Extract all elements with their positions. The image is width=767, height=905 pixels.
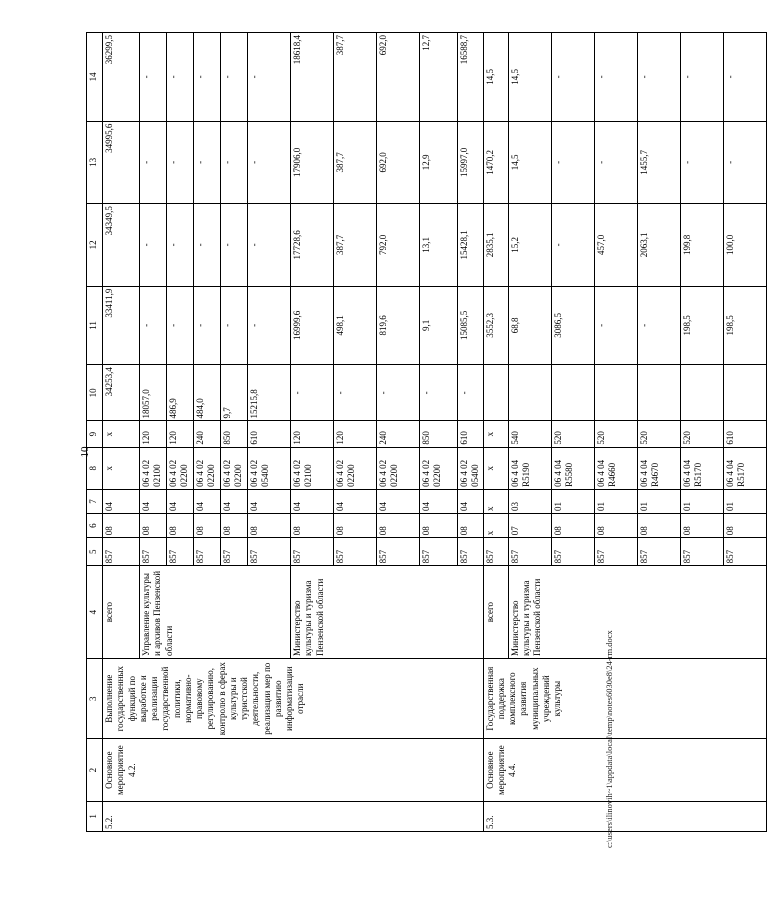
csr-cell: x xyxy=(103,447,140,489)
value-cell: - xyxy=(458,365,484,421)
rz-cell: 08 xyxy=(140,514,167,538)
header-cell: 9 xyxy=(87,421,103,447)
value-cell: 34995,6 xyxy=(103,121,140,204)
header-cell: 1 xyxy=(87,801,103,831)
rotated-page xyxy=(86,32,746,832)
value-cell: 692,0 xyxy=(377,33,420,122)
vr-cell: x xyxy=(483,421,508,447)
value-cell: 387,7 xyxy=(334,121,377,204)
value-cell: - xyxy=(221,33,248,122)
value-cell: - xyxy=(221,204,248,287)
rz-cell: 08 xyxy=(594,514,637,538)
csr-cell: 06 4 04 R4660 xyxy=(594,447,637,489)
value-cell: 15,2 xyxy=(508,204,551,287)
value-cell: - xyxy=(680,33,723,122)
value-cell: 17906,0 xyxy=(291,121,334,204)
value-cell: 198,5 xyxy=(723,286,766,364)
vr-cell: 610 xyxy=(723,421,766,447)
value-cell: 1470,2 xyxy=(483,121,508,204)
value-cell: 199,8 xyxy=(680,204,723,287)
csr-cell: 06 4 02 02100 xyxy=(291,447,334,489)
value-cell: - xyxy=(140,33,167,122)
value-cell: 34349,5 xyxy=(103,204,140,287)
grbs-cell: 857 xyxy=(140,538,167,566)
rz-cell: 08 xyxy=(637,514,680,538)
rz-cell: 08 xyxy=(103,514,140,538)
header-cell: 8 xyxy=(87,447,103,489)
pr-cell: 01 xyxy=(551,489,594,513)
grbs-cell: 857 xyxy=(167,538,194,566)
pr-cell: 04 xyxy=(140,489,167,513)
value-cell: - xyxy=(637,33,680,122)
csr-cell: 06 4 04 R5170 xyxy=(680,447,723,489)
value-cell: - xyxy=(723,33,766,122)
event-name: Основное мероприятие 4.4. xyxy=(483,739,766,801)
grbs-cell: 857 xyxy=(723,538,766,566)
csr-cell: 06 4 02 02100 xyxy=(140,447,167,489)
pr-cell: x xyxy=(483,489,508,513)
value-cell: 819,6 xyxy=(377,286,420,364)
vr-cell: 520 xyxy=(594,421,637,447)
value-cell: - xyxy=(334,365,377,421)
event-description: Государственная поддержка комплексного развития муниципальных учреждений культуры xyxy=(483,658,766,739)
header-cell: 13 xyxy=(87,121,103,204)
header-cell: 12 xyxy=(87,204,103,287)
pr-cell: 04 xyxy=(377,489,420,513)
value-cell: 13,1 xyxy=(420,204,458,287)
value-cell: 14,5 xyxy=(508,121,551,204)
event-name: Основное мероприятие 4.2. xyxy=(103,739,484,801)
table-row xyxy=(103,33,140,832)
value-cell: - xyxy=(551,204,594,287)
pr-cell: 01 xyxy=(637,489,680,513)
value-cell: - xyxy=(167,204,194,287)
grbs-cell: 857 xyxy=(508,538,551,566)
rz-cell: 08 xyxy=(551,514,594,538)
csr-cell: 06 4 02 02200 xyxy=(194,447,221,489)
rz-cell: 08 xyxy=(723,514,766,538)
table-row xyxy=(483,33,508,832)
header-cell: 7 xyxy=(87,489,103,513)
value-cell: 692,0 xyxy=(377,121,420,204)
value-cell: 457,0 xyxy=(594,204,637,287)
value-cell: 486,9 xyxy=(167,365,194,421)
event-description: Выполнение государственных функций по выработке и реализации государственной политики, нормативно-правовому регулированию, контролю в сферах культуры и туристской деятельности, реализации мер по развитию информатизации отрасли xyxy=(103,658,484,739)
value-cell: 9,7 xyxy=(221,365,248,421)
value-cell: 14,5 xyxy=(483,33,508,122)
grbs-cell: 857 xyxy=(334,538,377,566)
csr-cell: 06 4 02 02200 xyxy=(420,447,458,489)
pr-cell: 04 xyxy=(334,489,377,513)
grbs-cell: 857 xyxy=(103,538,140,566)
value-cell: - xyxy=(594,286,637,364)
value-cell: - xyxy=(551,121,594,204)
value-cell: 16588,7 xyxy=(458,33,484,122)
value-cell: - xyxy=(167,286,194,364)
value-cell: 33411,9 xyxy=(103,286,140,364)
value-cell: - xyxy=(551,33,594,122)
vr-cell: 850 xyxy=(420,421,458,447)
value-cell: - xyxy=(194,121,221,204)
rz-cell: 08 xyxy=(458,514,484,538)
value-cell: 15428,1 xyxy=(458,204,484,287)
grbs-cell: 857 xyxy=(221,538,248,566)
value-cell: 1455,7 xyxy=(637,121,680,204)
value-cell: 15997,0 xyxy=(458,121,484,204)
csr-cell: 06 4 02 02200 xyxy=(167,447,194,489)
vr-cell: 120 xyxy=(334,421,377,447)
vr-cell: x xyxy=(103,421,140,447)
csr-cell: 06 4 04 R5190 xyxy=(508,447,551,489)
value-cell: - xyxy=(248,286,291,364)
value-cell: 18618,4 xyxy=(291,33,334,122)
pr-cell: 03 xyxy=(508,489,551,513)
value-cell xyxy=(637,365,680,421)
value-cell: - xyxy=(594,33,637,122)
value-cell: - xyxy=(167,121,194,204)
rz-cell: 08 xyxy=(377,514,420,538)
rz-cell: 08 xyxy=(248,514,291,538)
header-cell: 6 xyxy=(87,514,103,538)
csr-cell: 06 4 02 05400 xyxy=(248,447,291,489)
value-cell: 68,8 xyxy=(508,286,551,364)
rz-cell: 07 xyxy=(508,514,551,538)
value-cell: - xyxy=(680,121,723,204)
pr-cell: 04 xyxy=(420,489,458,513)
header-row xyxy=(87,33,103,832)
value-cell: 100,0 xyxy=(723,204,766,287)
grbs-cell: 857 xyxy=(680,538,723,566)
value-cell: 792,0 xyxy=(377,204,420,287)
value-cell: 17728,6 xyxy=(291,204,334,287)
vr-cell: 120 xyxy=(140,421,167,447)
file-path-footer: c:\users\ilinovih~1\appdata\local\temp\notes6030e8\24-rm.docx xyxy=(604,630,614,848)
csr-cell: 06 4 02 02200 xyxy=(334,447,377,489)
header-cell: 3 xyxy=(87,658,103,739)
vr-cell: 240 xyxy=(194,421,221,447)
rz-cell: 08 xyxy=(334,514,377,538)
vr-cell: 120 xyxy=(291,421,334,447)
csr-cell: x xyxy=(483,447,508,489)
value-cell: 498,1 xyxy=(334,286,377,364)
page-number: 10 xyxy=(79,446,91,458)
row-number: 5.3. xyxy=(483,801,766,831)
value-cell: 484,0 xyxy=(194,365,221,421)
pr-cell: 04 xyxy=(291,489,334,513)
grbs-cell: 857 xyxy=(551,538,594,566)
header-cell: 5 xyxy=(87,538,103,566)
pr-cell: 04 xyxy=(248,489,291,513)
csr-cell: 06 4 04 R5580 xyxy=(551,447,594,489)
rz-cell: 08 xyxy=(167,514,194,538)
value-cell: - xyxy=(194,33,221,122)
value-cell: 387,7 xyxy=(334,33,377,122)
value-cell: - xyxy=(221,121,248,204)
value-cell: - xyxy=(723,121,766,204)
value-cell: - xyxy=(248,121,291,204)
grbs-cell: 857 xyxy=(637,538,680,566)
vr-cell: 120 xyxy=(167,421,194,447)
rz-cell: 08 xyxy=(194,514,221,538)
header-cell: 11 xyxy=(87,286,103,364)
value-cell: 16999,6 xyxy=(291,286,334,364)
value-cell: - xyxy=(140,121,167,204)
executor-cell: всего xyxy=(483,566,508,659)
pr-cell: 01 xyxy=(723,489,766,513)
rz-cell: x xyxy=(483,514,508,538)
value-cell xyxy=(483,365,508,421)
value-cell: - xyxy=(248,33,291,122)
rz-cell: 08 xyxy=(221,514,248,538)
grbs-cell: 857 xyxy=(483,538,508,566)
pr-cell: 04 xyxy=(103,489,140,513)
value-cell: - xyxy=(594,121,637,204)
csr-cell: 06 4 04 R5170 xyxy=(723,447,766,489)
grbs-cell: 857 xyxy=(594,538,637,566)
value-cell: 12,9 xyxy=(420,121,458,204)
value-cell: 9,1 xyxy=(420,286,458,364)
value-cell xyxy=(594,365,637,421)
csr-cell: 06 4 02 05400 xyxy=(458,447,484,489)
grbs-cell: 857 xyxy=(248,538,291,566)
vr-cell: 540 xyxy=(508,421,551,447)
pr-cell: 04 xyxy=(458,489,484,513)
grbs-cell: 857 xyxy=(194,538,221,566)
executor-cell: Министерство культуры и туризма Пензенской области xyxy=(508,566,766,659)
budget-table xyxy=(86,32,767,832)
header-cell: 2 xyxy=(87,739,103,801)
value-cell: 3552,3 xyxy=(483,286,508,364)
csr-cell: 06 4 02 02200 xyxy=(221,447,248,489)
value-cell: - xyxy=(194,204,221,287)
vr-cell: 520 xyxy=(551,421,594,447)
value-cell: 198,5 xyxy=(680,286,723,364)
value-cell: 34253,4 xyxy=(103,365,140,421)
header-cell: 10 xyxy=(87,365,103,421)
value-cell: 18057,0 xyxy=(140,365,167,421)
value-cell: - xyxy=(194,286,221,364)
value-cell: - xyxy=(420,365,458,421)
value-cell: - xyxy=(291,365,334,421)
executor-cell: всего xyxy=(103,566,140,659)
rz-cell: 08 xyxy=(291,514,334,538)
pr-cell: 04 xyxy=(167,489,194,513)
value-cell: - xyxy=(221,286,248,364)
value-cell: - xyxy=(140,204,167,287)
executor-cell: Управление культуры и архивов Пензенской области xyxy=(140,566,291,659)
value-cell: 15085,5 xyxy=(458,286,484,364)
grbs-cell: 857 xyxy=(377,538,420,566)
header-cell: 14 xyxy=(87,33,103,122)
rz-cell: 08 xyxy=(680,514,723,538)
vr-cell: 240 xyxy=(377,421,420,447)
rz-cell: 08 xyxy=(420,514,458,538)
pr-cell: 04 xyxy=(194,489,221,513)
vr-cell: 850 xyxy=(221,421,248,447)
vr-cell: 610 xyxy=(248,421,291,447)
value-cell: 12,7 xyxy=(420,33,458,122)
value-cell: - xyxy=(167,33,194,122)
vr-cell: 520 xyxy=(680,421,723,447)
value-cell: 2063,1 xyxy=(637,204,680,287)
csr-cell: 06 4 02 02200 xyxy=(377,447,420,489)
pr-cell: 01 xyxy=(594,489,637,513)
header-cell: 4 xyxy=(87,566,103,659)
grbs-cell: 857 xyxy=(420,538,458,566)
value-cell: - xyxy=(377,365,420,421)
row-number: 5.2. xyxy=(103,801,484,831)
value-cell: - xyxy=(637,286,680,364)
value-cell: 14,5 xyxy=(508,33,551,122)
value-cell xyxy=(508,365,551,421)
grbs-cell: 857 xyxy=(291,538,334,566)
value-cell: 36299,5 xyxy=(103,33,140,122)
grbs-cell: 857 xyxy=(458,538,484,566)
value-cell: 3086,5 xyxy=(551,286,594,364)
value-cell xyxy=(723,365,766,421)
vr-cell: 520 xyxy=(637,421,680,447)
value-cell xyxy=(551,365,594,421)
vr-cell: 610 xyxy=(458,421,484,447)
value-cell: 2835,1 xyxy=(483,204,508,287)
executor-cell: Министерство культуры и туризма Пензенской области xyxy=(291,566,484,659)
value-cell xyxy=(680,365,723,421)
value-cell: 387,7 xyxy=(334,204,377,287)
value-cell: - xyxy=(248,204,291,287)
csr-cell: 06 4 04 R4670 xyxy=(637,447,680,489)
pr-cell: 04 xyxy=(221,489,248,513)
value-cell: - xyxy=(140,286,167,364)
pr-cell: 01 xyxy=(680,489,723,513)
value-cell: 15215,8 xyxy=(248,365,291,421)
